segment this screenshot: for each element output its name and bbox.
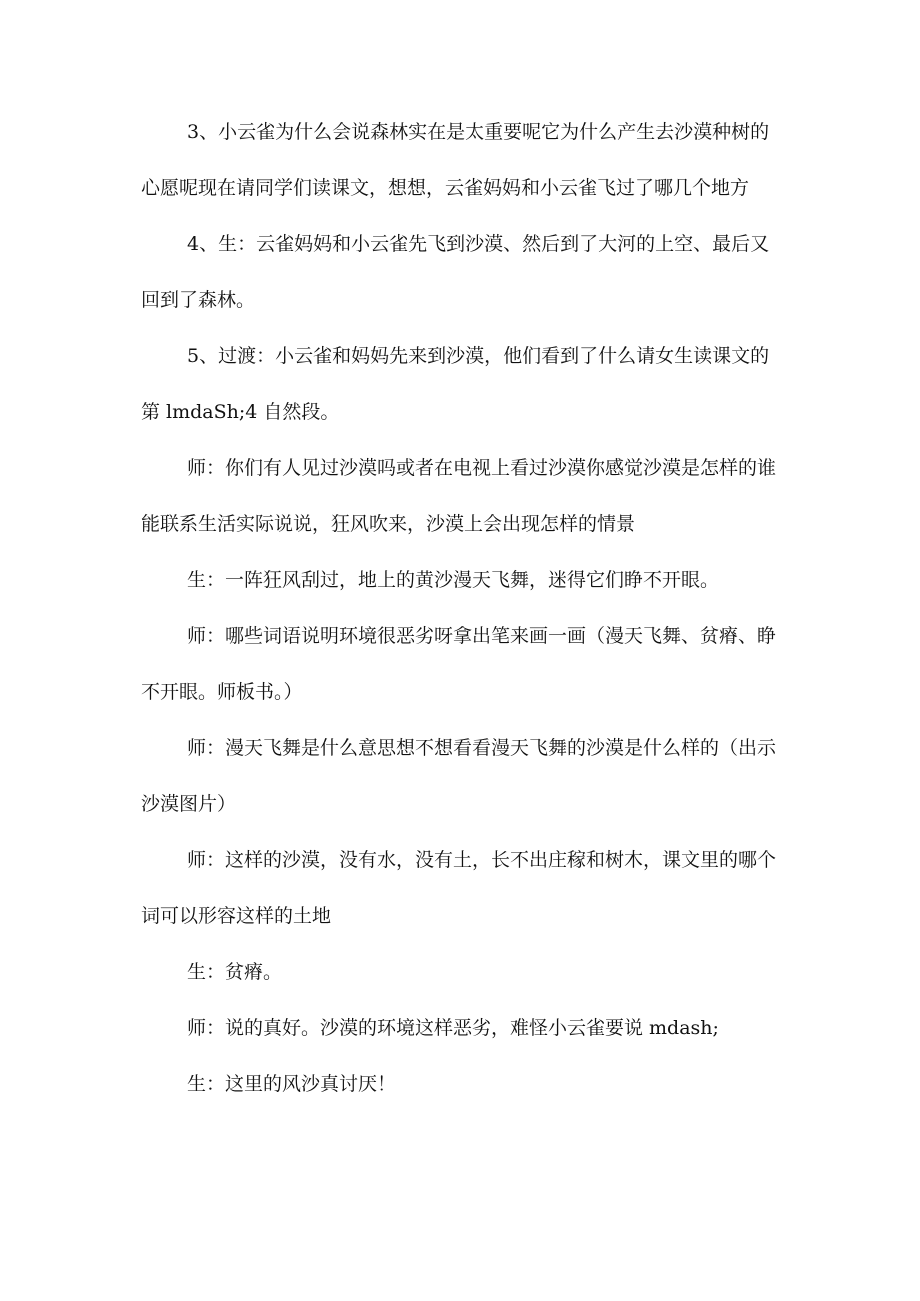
paragraph-11: 生：这里的风沙真讨厌！: [187, 1073, 397, 1095]
paragraph-2: 4、生：云雀妈妈和小云雀先飞到沙漠、然后到了大河的上空、最后又回到了森林。: [141, 233, 770, 311]
paragraph-1: 3、小云雀为什么会说森林实在是太重要呢它为什么产生去沙漠种树的心愿呢现在请同学们读课文，想想，云雀妈妈和小云雀飞过了哪几个地方: [141, 121, 770, 199]
paragraph-4: 师：你们有人见过沙漠吗或者在电视上看过沙漠你感觉沙漠是怎样的谁能联系生活实际说说，狂风吹来，沙漠上会出现怎样的情景: [141, 457, 777, 535]
paragraph-5: 生：一阵狂风刮过，地上的黄沙漫天飞舞，迷得它们睁不开眼。: [187, 569, 720, 591]
document-body: [141, 104, 781, 1112]
paragraph-8: 师：这样的沙漠，没有水，没有土，长不出庄稼和树木，课文里的哪个词可以形容这样的土地: [141, 849, 777, 927]
paragraph-6: 师：哪些词语说明环境很恶劣呀拿出笔来画一画（漫天飞舞、贫瘠、睁不开眼。师板书。）: [141, 625, 777, 703]
paragraph-3: 5、过渡：小云雀和妈妈先来到沙漠，他们看到了什么请女生读课文的第 lmdaSh;4 自然段。: [141, 345, 770, 423]
paragraph-10: 师：说的真好。沙漠的环境这样恶劣，难怪小云雀要说 mdash;: [187, 1017, 719, 1039]
paragraph-7: 师：漫天飞舞是什么意思想不想看看漫天飞舞的沙漠是什么样的（出示沙漠图片）: [141, 737, 777, 815]
paragraph-9: 生：贫瘠。: [187, 961, 283, 983]
